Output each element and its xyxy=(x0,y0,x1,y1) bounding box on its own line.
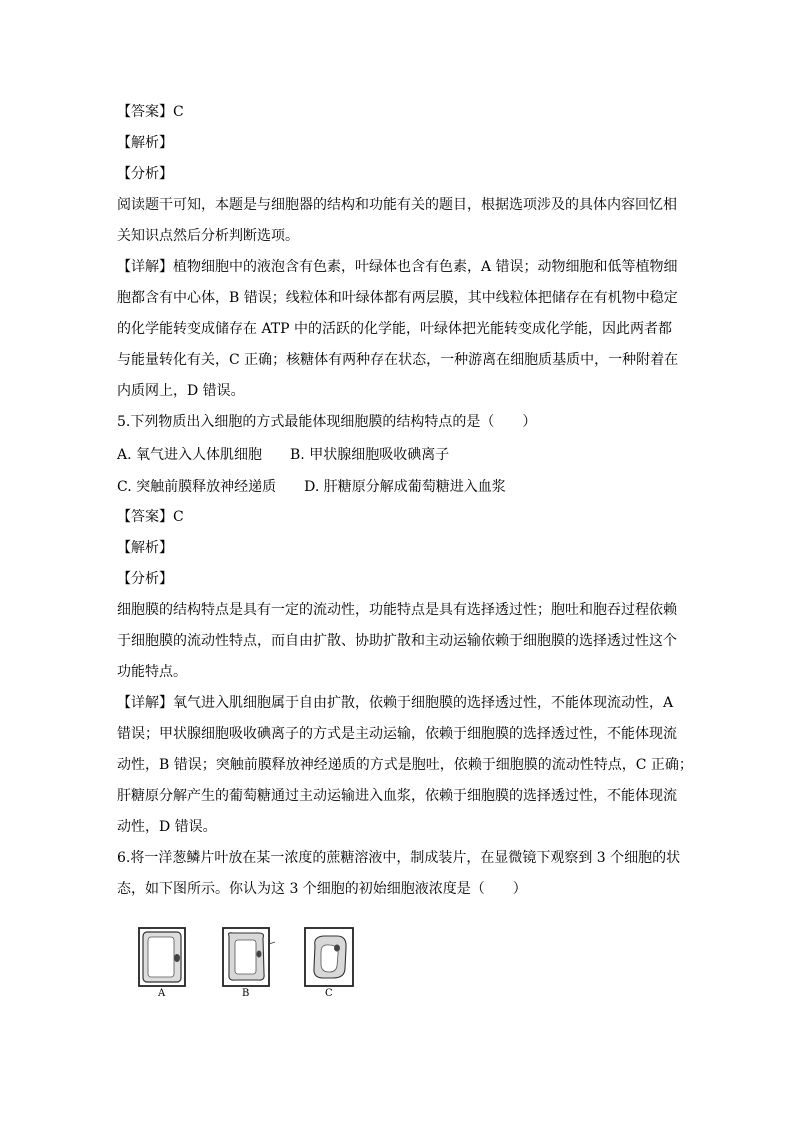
q5-detail-line: 错误；甲状腺细胞吸收碘离子的方式是主动运输，依赖于细胞膜的选择透过性，不能体现流 xyxy=(117,726,677,742)
q4-detail-line: 的化学能转变成储存在 ATP 中的活跃的化学能，叶绿体把光能转变成化学能，因此两者都 xyxy=(117,321,673,337)
q5-detail-line: 动性，B 错误；突触前膜释放神经递质的方式是胞吐，依赖于细胞膜的流动性特点，C 正确； xyxy=(117,757,693,773)
q5-fenxi-label: 【分析】 xyxy=(117,571,173,587)
q4-detail-line: 内质网上，D 错误。 xyxy=(117,383,245,399)
q4-detail-line: 与能量转化有关，C 正确；核糖体有两种存在状态，一种游离在细胞质基质中，一种附着在 xyxy=(117,352,679,368)
q4-fenxi-line: 关知识点然后分析判断选项。 xyxy=(117,228,299,244)
q5-fenxi-line: 细胞膜的结构特点是具有一定的流动性，功能特点是具有选择透过性；胞吐和胞吞过程依赖 xyxy=(117,602,677,618)
q5-answer: 【答案】C xyxy=(117,509,184,525)
q4-fenxi-label: 【分析】 xyxy=(117,166,173,182)
q4-answer: 【答案】C xyxy=(117,104,184,120)
q5-jiexi-label: 【解析】 xyxy=(117,540,173,556)
cell-b xyxy=(223,928,275,986)
cell-figure xyxy=(133,924,363,1004)
figure-label-a: A xyxy=(158,988,166,999)
cell-a xyxy=(139,928,185,986)
q5-question: 5.下列物质出入细胞的方式最能体现细胞膜的结构特点的是（ ） xyxy=(117,414,537,430)
q4-detail-line: 胞都含有中心体，B 错误；线粒体和叶绿体都有两层膜，其中线粒体把储存在有机物中稳定 xyxy=(117,290,678,306)
q5-options-row1: A. 氧气进入人体肌细胞 B. 甲状腺细胞吸收碘离子 xyxy=(117,447,450,463)
q5-fenxi-line: 于细胞膜的流动性特点，而自由扩散、协助扩散和主动运输依赖于细胞膜的选择透过性这个 xyxy=(117,633,677,649)
q6-question-line: 态，如下图所示。你认为这 3 个细胞的初始细胞液浓度是（ ） xyxy=(117,881,527,897)
q5-options-row2: C. 突触前膜释放神经递质 D. 肝糖原分解成葡萄糖进入血浆 xyxy=(117,479,506,495)
q4-jiexi-label: 【解析】 xyxy=(117,135,173,151)
q5-detail-line: 【详解】氧气进入肌细胞属于自由扩散，依赖于细胞膜的选择透过性，不能体现流动性，A xyxy=(117,695,674,711)
q5-detail-line: 动性，D 错误。 xyxy=(117,819,217,835)
figure-label-c: C xyxy=(325,988,333,999)
q6-question-line: 6.将一洋葱鳞片叶放在某一浓度的蔗糖溶液中，制成装片，在显微镜下观察到 3 个细胞的状 xyxy=(117,850,681,866)
q5-fenxi-line: 功能特点。 xyxy=(117,664,187,680)
q4-detail-line: 【详解】植物细胞中的液泡含有色素，叶绿体也含有色素，A 错误；动物细胞和低等植物细 xyxy=(117,259,678,275)
figure-label-b: B xyxy=(242,988,250,999)
q5-detail-line: 肝糖原分解产生的葡萄糖通过主动运输进入血浆，依赖于细胞膜的选择透过性，不能体现流 xyxy=(117,788,677,804)
cell-c xyxy=(305,928,353,986)
q4-fenxi-line: 阅读题干可知，本题是与细胞器的结构和功能有关的题目，根据选项涉及的具体内容回忆相 xyxy=(117,197,677,213)
